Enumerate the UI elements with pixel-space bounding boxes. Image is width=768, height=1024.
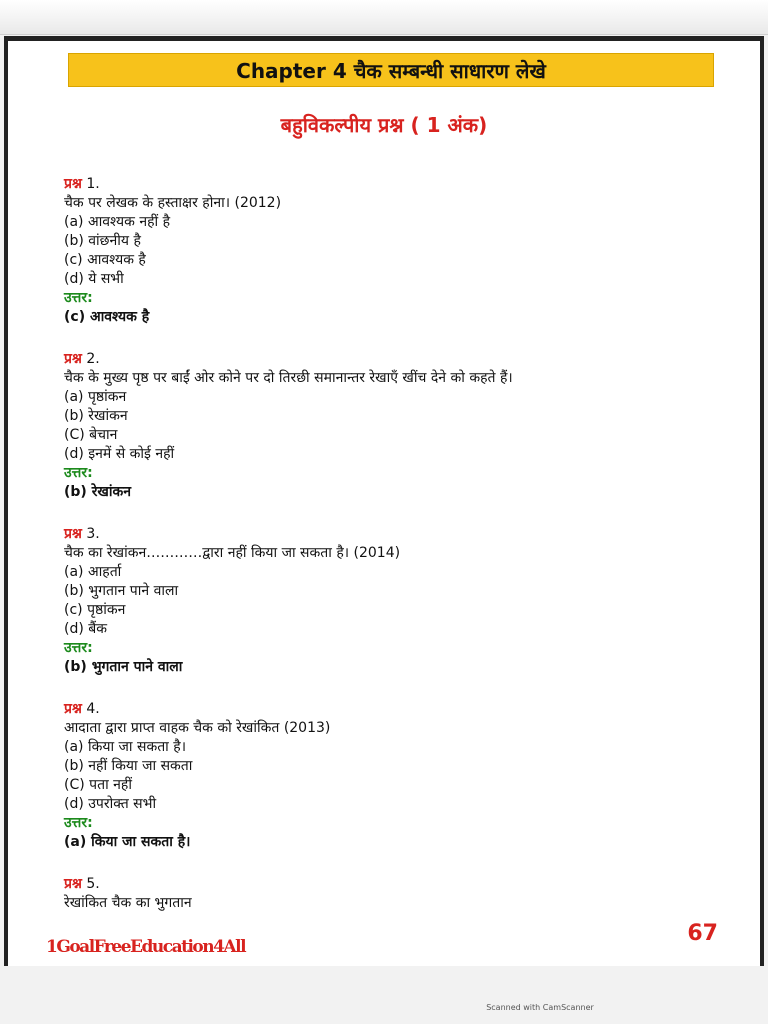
answer-label: उत्तर: xyxy=(64,640,93,656)
option-a: (a) आवश्यक नहीं है xyxy=(64,214,171,230)
chapter-title: Chapter 4 चैक सम्बन्धी साधारण लेखे xyxy=(236,58,546,83)
option-b: (b) रेखांकन xyxy=(64,408,128,424)
question-label: प्रश्न xyxy=(64,526,82,542)
question-label: प्रश्न xyxy=(64,876,82,892)
option-c: (C) पता नहीं xyxy=(64,777,132,793)
question-4 xyxy=(64,700,724,852)
option-d: (d) बैंक xyxy=(64,621,108,637)
option-a: (a) किया जा सकता है। xyxy=(64,739,187,755)
question-label: प्रश्न xyxy=(64,701,82,717)
scanner-note: Scanned with CamScanner xyxy=(486,1003,594,1012)
question-text: आदाता द्वारा प्राप्त वाहक चैक को रेखांकित (2013) xyxy=(64,720,331,736)
answer-value: (b) भुगतान पाने वाला xyxy=(64,659,183,675)
question-label: प्रश्न xyxy=(64,176,82,192)
option-c: (c) आवश्यक है xyxy=(64,252,146,268)
question-label: प्रश्न xyxy=(64,351,82,367)
option-a: (a) आहर्ता xyxy=(64,564,122,580)
question-text: रेखांकित चैक का भुगतान xyxy=(64,895,192,911)
question-5 xyxy=(64,875,724,913)
question-text: चैक के मुख्य पृष्ठ पर बाईं ओर कोने पर दो तिरछी समानान्तर रेखाएँ खींच देने को कहते हैं। xyxy=(64,370,513,386)
section-title: बहुविकल्पीय प्रश्न ( 1 अंक) xyxy=(280,113,488,137)
answer-label: उत्तर: xyxy=(64,290,93,306)
option-d: (d) उपरोक्त सभी xyxy=(64,796,157,812)
brand-watermark: 1GoalFreeEducation4All xyxy=(46,937,246,957)
question-number: 2. xyxy=(86,351,100,367)
option-b: (b) नहीं किया जा सकता xyxy=(64,758,193,774)
option-b: (b) भुगतान पाने वाला xyxy=(64,583,179,599)
answer-label: उत्तर: xyxy=(64,465,93,481)
question-text: चैक पर लेखक के हस्ताक्षर होना। (2012) xyxy=(64,195,282,211)
option-d: (d) ये सभी xyxy=(64,271,124,287)
question-1 xyxy=(64,175,724,327)
top-strip xyxy=(0,0,768,35)
answer-value: (c) आवश्यक है xyxy=(64,309,150,325)
question-number: 5. xyxy=(86,876,100,892)
option-b: (b) वांछनीय है xyxy=(64,233,141,249)
option-c: (C) बेचान xyxy=(64,427,118,443)
answer-value: (a) किया जा सकता है। xyxy=(64,834,191,850)
question-3 xyxy=(64,525,724,677)
chapter-banner xyxy=(68,53,714,87)
option-a: (a) पृष्ठांकन xyxy=(64,389,127,405)
question-number: 3. xyxy=(86,526,100,542)
option-c: (c) पृष्ठांकन xyxy=(64,602,126,618)
answer-label: उत्तर: xyxy=(64,815,93,831)
question-number: 1. xyxy=(86,176,100,192)
answer-value: (b) रेखांकन xyxy=(64,484,132,500)
document-page xyxy=(4,36,764,966)
question-2 xyxy=(64,350,724,502)
page-number: 67 xyxy=(687,921,718,946)
option-d: (d) इनमें से कोई नहीं xyxy=(64,446,175,462)
question-number: 4. xyxy=(86,701,100,717)
question-text: चैक का रेखांकन…………द्वारा नहीं किया जा सकता है। (2014) xyxy=(64,545,401,561)
